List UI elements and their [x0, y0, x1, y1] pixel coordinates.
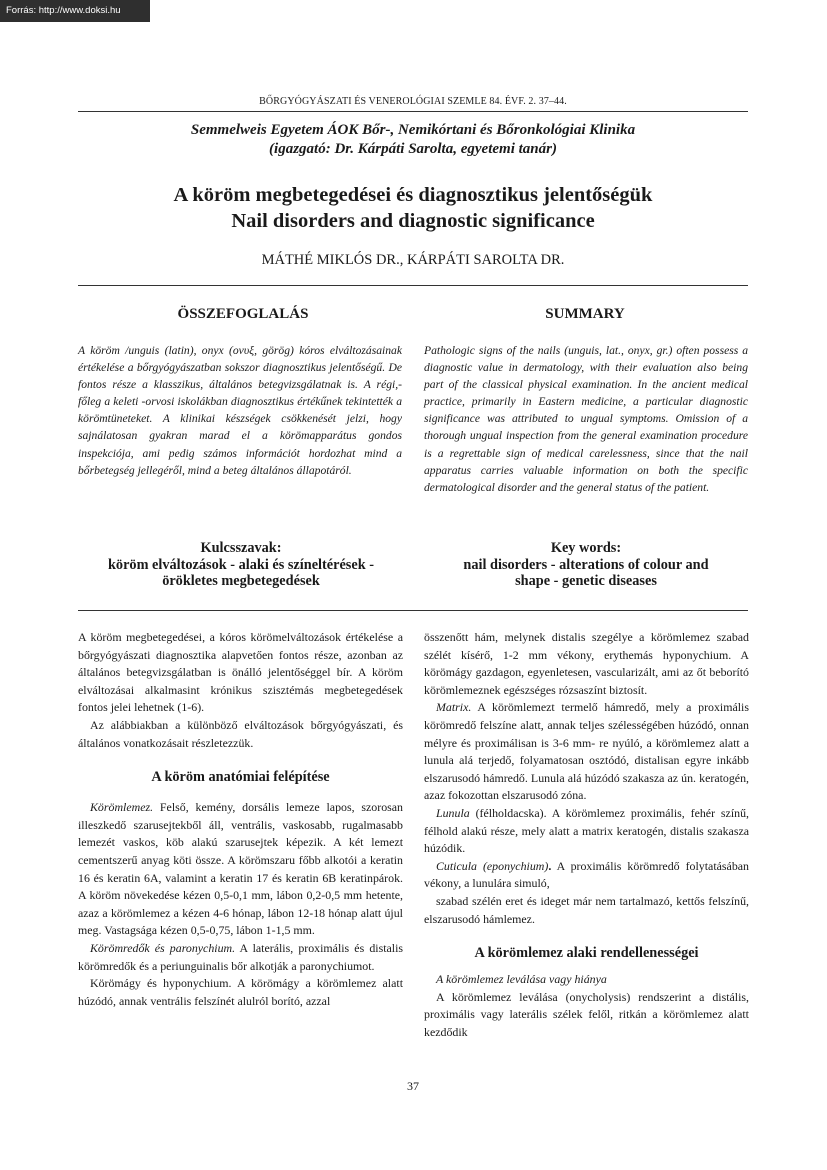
institution-name: Semmelweis Egyetem ÁOK Bőr-, Nemikórtani és Bőronkológiai Klinika: [190, 122, 636, 138]
body-paragraph: szabad szélén eret és ideget már nem tartalmazó, kettős felszínű, elszarusodó hámlemez.: [424, 893, 749, 926]
term-label: Cuticula (eponychium): [436, 858, 549, 873]
journal-header: BŐRGYÓGYÁSZATI ÉS VENEROLÓGIAI SZEMLE 84. ÉVF. 2. 37–44.: [259, 96, 567, 107]
body-paragraph: Körömágy és hyponychium. A körömágy a körömlemez alatt húzódó, annak ventrális felszínét alulról borító, azzal: [78, 976, 403, 1008]
keywords-en-label: Key words:: [550, 540, 622, 556]
page-number: 37: [407, 1079, 419, 1093]
institution: [78, 121, 748, 159]
keywords-en-line1: nail disorders - alterations of colour and: [463, 556, 709, 573]
paragraph-text: A körömlemezt termelő hámredő, mely a proximális körömredő felszíne alatt, annak teljes szélességében húzódó, onnan mélyre és proximálisan is 3-6 mm- re nyúló, a körömlemez alatt a lunula alá terjedő, folyamatosan osztódó, distalisan egyre inkább elszarusodó hámredő. Lunula alá húzódó szakasza az ún. keratogén, azaz fokozottan elszarusodó zóna.: [424, 700, 749, 803]
paragraph-text: Felső, kemény, dorsális lemeze lapos, szorosan illeszkedő szarusejtekből áll, ventrális, vaskosabb, rugalmasabb lemezét vaskos, köb alakú szarusejtek képezik. A két lemezt cementszerű anyag köti össze. A körömszaru főbb alkotói a keratin 16 és keratin 6A, valamint a keratin 17 és keratin 6B keratinpárok. A köröm növekedése kézen 0,5-0,1 mm, lábon 0,2-0,5 mm hetente, azaz a körömlemez a kézen 4-6 hónap, lábon 12-18 hónap alatt újul meg. Vastagsága kézen 0,5-0,75, lábon 1-1,5 mm.: [78, 800, 403, 938]
body-paragraph: Az alábbiakban a különböző elváltozások bőrgyógyászati, és általános vonatkozásait részletezzük.: [78, 717, 403, 750]
term-label: Körömredők és paronychium.: [90, 940, 236, 955]
term-label: Lunula: [436, 805, 470, 820]
keywords-rule: [78, 610, 748, 611]
keywords-hu-line2: örökletes megbetegedések: [162, 573, 320, 589]
body-paragraph: [424, 858, 749, 893]
abstract-hu-text: A köröm /unguis (latin), onyx (ονυξ, görög) kóros elváltozásainak értékelése a bőrgyógyászatban sokszor diagnosztikus jelentőségű. De fontos része a klasszikus, általános betegvizsgálatnak is. A régi,- főleg a keleti -orvosi iskolákban diagnosztikus értékűnek tekintették a körömtüneteket. A klinikai készségek csökkenését jelzi, hogy sajnálatosan gyakran marad el a körömapparátus gondos inspekciója, ami pedig számos információt hordozhat mind a bőrbetegség jellegéről, mind a beteg általános állapotáról.: [78, 344, 402, 477]
authors: MÁTHÉ MIKLÓS DR., KÁRPÁTI SAROLTA DR.: [261, 252, 565, 268]
body-paragraph: [424, 805, 749, 858]
paragraph-text: A laterális, proximális és distalis körömredők és a periunguinalis bőr alkotják a paronychiumot.: [78, 940, 404, 973]
body-column-right: [424, 629, 749, 1041]
abstract-hu-heading: ÖSSZEFOGLALÁS: [177, 306, 309, 322]
keywords-hu-label: Kulcsszavak:: [200, 540, 282, 556]
title-english: Nail disorders and diagnostic significance: [231, 210, 595, 232]
body-paragraph: A köröm megbetegedései, a kóros körömelváltozások értékelése a bőrgyógyászati diagnosztika alapvetően fontos része, azonban az általános betegvizsgálatban is önálló jelentőséggel bír. A köröm elváltozásai alkalmasint krónikus szisztémás megbetegedések fontos jelei lehetnek (1-6).: [78, 630, 403, 715]
body-column-left: [78, 629, 403, 1010]
paragraph-text: A proximális körömredő folytatásában vékony, a lunulára simuló,: [424, 858, 749, 891]
body-paragraph: A körömlemez leválása (onycholysis) rendszerint a distális, proximális vagy laterális szélek felől, ritkán a körömlemez alatt kezdődik: [424, 989, 749, 1039]
paragraph-text: (félholdacska). A körömlemez proximális, fehér színű, félhold alakú része, mely alatt a matrix keratogén, distalis szakasza húzódik.: [424, 805, 749, 856]
keywords-en-line2: shape - genetic diseases: [515, 573, 657, 589]
keywords-en: [421, 540, 751, 590]
term-punctuation: .: [548, 858, 552, 873]
body-paragraph: [424, 699, 749, 805]
subheading: A körömlemez leválása vagy hiánya: [436, 972, 607, 987]
abstract-en-text: Pathologic signs of the nails (unguis, lat., onyx, gr.) often possess a diagnostic value in dermatology, with their evaluation also being part of the classical physical examination. In the ancient medical practice, primarily in Eastern medicine, a particular diagnostic significance was attributed to ungual symptoms. Omission of a thorough ungual inspection from the general examination procedure is a regrettable sign of medical carelessness, since that the nail apparatus carries valuable information on both the specific dermatological disorder and the general status of the patient.: [424, 344, 748, 494]
section-heading-shape: A körömlemez alaki rendellenességei: [474, 945, 699, 962]
header-rule: [78, 111, 748, 112]
term-label: Matrix.: [436, 700, 472, 715]
body-paragraph: [78, 940, 403, 975]
body-paragraph: [78, 799, 403, 940]
institution-director: (igazgató: Dr. Kárpáti Sarolta, egyetemi tanár): [269, 141, 557, 157]
abstract-en-heading: SUMMARY: [545, 306, 625, 322]
section-heading-anatomy: A köröm anatómiai felépítése: [151, 769, 330, 786]
title-hungarian: A köröm megbetegedései és diagnosztikus jelentőségük: [173, 184, 653, 206]
article-title: [78, 182, 748, 234]
keywords-hu: [76, 540, 406, 590]
source-label: Forrás: http://www.doksi.hu: [0, 0, 150, 22]
keywords-hu-line1: köröm elváltozások - alaki és színeltérések -: [107, 556, 375, 573]
body-paragraph: összenőtt hám, melynek distalis szegélye a körömlemez szabad szélét kísérő, 1-2 mm vékony, erythemás hyponychium. A körömágy gazdagon, egyenletesen, vascularizált, ami az őt beborító körömlemeznek egészséges rózsaszínt biztosít.: [424, 630, 749, 697]
term-label: Körömlemez.: [90, 800, 154, 815]
authors-rule: [78, 285, 748, 286]
